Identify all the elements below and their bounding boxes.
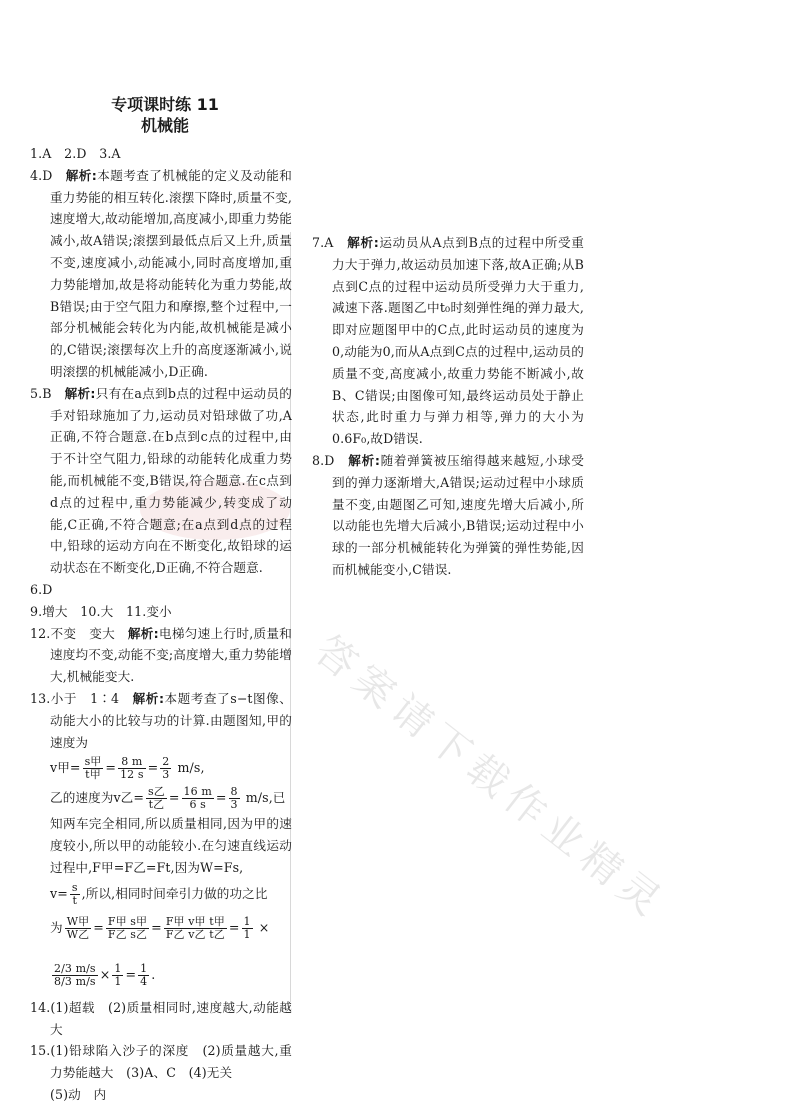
fraction bbox=[182, 786, 214, 811]
numerator: s bbox=[71, 880, 78, 894]
numerator: s乙 bbox=[148, 785, 165, 799]
denominator: 6 s bbox=[189, 798, 206, 812]
unit: m/s,已 bbox=[245, 790, 286, 806]
answer-9-11: 9.增大 10.大 11.变小 bbox=[30, 603, 172, 619]
page-title: 专项课时练 11 bbox=[111, 95, 219, 114]
formula-text: 乙的速度为 bbox=[50, 790, 114, 806]
fraction bbox=[106, 916, 149, 941]
analysis-text: 本题考查了s−t图像、动能大小的比较与功的计算.由题图知,甲的速度为 bbox=[50, 690, 292, 750]
numerator: 1 bbox=[140, 961, 148, 975]
fraction bbox=[164, 916, 227, 941]
analysis-label: 解析: bbox=[65, 167, 97, 183]
analysis-label: 解析: bbox=[348, 452, 381, 468]
numerator: 16 m bbox=[183, 785, 212, 799]
fraction bbox=[52, 963, 98, 988]
numerator: F甲 v甲 t甲 bbox=[165, 914, 225, 928]
answer-number: 5.B bbox=[30, 385, 65, 401]
analysis-text: 电梯匀速上行时,质量和速度均不变,动能不变;高度增大,重力势能增大,机械能变大. bbox=[50, 625, 292, 685]
formula-lhs: v= bbox=[50, 885, 68, 901]
answer-13 bbox=[30, 688, 292, 753]
numerator: 1 bbox=[243, 914, 251, 928]
denominator: t甲 bbox=[85, 768, 101, 782]
denominator: 1 bbox=[114, 974, 122, 988]
denominator: t乙 bbox=[148, 798, 165, 812]
fraction bbox=[70, 882, 80, 907]
unit: m/s, bbox=[177, 760, 205, 776]
denominator: F乙 s乙 bbox=[107, 927, 148, 941]
answer-number: 12.不变 变大 bbox=[30, 625, 128, 641]
fraction bbox=[146, 786, 167, 811]
fraction bbox=[138, 963, 149, 988]
denominator: F乙 v乙 t乙 bbox=[165, 927, 225, 941]
speed-formula bbox=[30, 879, 292, 909]
answer-number: 8.D bbox=[312, 452, 349, 468]
numerator: 8 m bbox=[118, 756, 146, 769]
answer-15-cont: (5)动 内 bbox=[50, 1086, 107, 1102]
equals: = bbox=[105, 760, 117, 776]
equals: = bbox=[93, 919, 104, 935]
analysis-text: 随着弹簧被压缩得越来越短,小球受到的弹力逐渐增大,A错误;运动过程中小球质量不变,由题图乙可知,速度先增大后减小,所以动能也先增大后减小,B错误;运动过程中小球的一部分机械能转化为弹簧的弹性势能,因而机械能变小,C错误. bbox=[332, 452, 584, 577]
work-ratio-formula bbox=[30, 909, 292, 947]
answer-number: 13.小于 1∶4 bbox=[30, 690, 133, 706]
analysis-label: 解析: bbox=[132, 690, 165, 706]
equals: = bbox=[168, 790, 180, 806]
answer-8 bbox=[312, 450, 584, 581]
formula-text: 为 bbox=[50, 919, 63, 935]
answer-14: 14.(1)超载 (2)质量相同时,速度越大,动能越大 bbox=[30, 999, 292, 1037]
denominator: 12 s bbox=[120, 768, 144, 782]
analysis-label: 解析: bbox=[127, 625, 159, 641]
formula-lhs: v乙= bbox=[113, 790, 145, 806]
formula-lhs: v甲= bbox=[50, 760, 81, 776]
numerator: 1 bbox=[114, 961, 122, 975]
answer-15: 15.(1)铅球陷入沙子的深度 (2)质量越大,重力势能越大 (3)A、C (4)无关 bbox=[30, 1043, 292, 1081]
fraction bbox=[83, 756, 104, 781]
analysis-text: 只有在a点到b点的过程中运动员的手对铅球施加了力,运动员对铅球做了功,A正确,不符合题意.在b点到c点的过程中,由于不计空气阻力,铅球的动能转化成重力势能,而机械能不变,B错误,符合题意.在c点到d点的过程中,重力势能减少,转变成了动能,C正确,不符合题意;在a点到d点的过程中,铅球的运动方向在不断变化,故铅球的运动状态在不断变化,D正确,不符合题意. bbox=[50, 385, 293, 576]
fraction bbox=[118, 756, 146, 781]
left-column bbox=[30, 143, 292, 1106]
answer-number: 7.A bbox=[312, 235, 348, 250]
final-ratio-formula bbox=[30, 953, 292, 997]
answer-13-cont: 知两车完全相同,所以质量相同,因为甲的速度较小,所以甲的动能较小.在匀速直线运动过程中,F甲=F乙=Ft,因为W=Fs, bbox=[50, 816, 292, 875]
equals: = bbox=[228, 919, 240, 935]
formula-text: ,所以,相同时间牵引力做的功之比 bbox=[81, 885, 268, 901]
denominator: 3 bbox=[230, 798, 238, 812]
denominator: W乙 bbox=[66, 927, 90, 941]
numerator: 8 bbox=[230, 785, 238, 799]
analysis-label: 解析: bbox=[347, 235, 379, 250]
equals: = bbox=[215, 790, 227, 806]
fraction bbox=[65, 916, 92, 941]
answer-7 bbox=[312, 232, 584, 450]
equals: = bbox=[151, 919, 162, 935]
fraction bbox=[242, 916, 253, 941]
denominator: 8/3 m/s bbox=[54, 974, 96, 988]
page-subtitle: 机械能 bbox=[140, 116, 189, 135]
numerator: s甲 bbox=[84, 755, 102, 769]
denominator: 3 bbox=[162, 768, 170, 782]
denominator: t bbox=[72, 893, 78, 907]
fraction bbox=[160, 756, 171, 781]
analysis-label: 解析: bbox=[64, 385, 96, 401]
period: . bbox=[151, 966, 156, 982]
answer-12 bbox=[30, 623, 292, 688]
watermark-text: 答案请下载作业精灵 bbox=[306, 627, 675, 930]
equals: = bbox=[147, 760, 159, 776]
equals: = bbox=[125, 966, 137, 982]
answer-4 bbox=[30, 165, 292, 383]
right-column bbox=[312, 232, 584, 581]
numerator: 2/3 m/s bbox=[54, 961, 96, 975]
numerator: 2 bbox=[162, 755, 170, 769]
fraction bbox=[112, 963, 123, 988]
answer-6: 6.D bbox=[30, 581, 53, 597]
velocity-yi-formula bbox=[30, 783, 292, 813]
answer-5 bbox=[30, 383, 292, 579]
analysis-text: 本题考查了机械能的定义及动能和重力势能的相互转化.滚摆下降时,质量不变,速度增大,故动能增加,高度减小,即重力势能减小,故A错误;滚摆到最低点后又上升,质量不变,速度减小,动能减小,同时高度增加,重力势能增加,故是将动能转化为重力势能,故B错误;由于空气阻力和摩擦,整个过程中,一部分机械能会转化为内能,故机械能是减小的,C错误;滚摆每次上升的高度逐渐减小,说明滚摆的机械能减小,D正确. bbox=[50, 167, 292, 379]
denominator: 1 bbox=[243, 927, 251, 941]
velocity-jia-formula bbox=[30, 753, 292, 783]
numerator: F甲 s甲 bbox=[107, 914, 148, 928]
fraction bbox=[229, 786, 240, 811]
answer-number: 4.D bbox=[30, 167, 66, 183]
denominator: 4 bbox=[140, 974, 148, 988]
answer-1-3: 1.A 2.D 3.A bbox=[30, 146, 121, 161]
times: × bbox=[99, 966, 111, 982]
analysis-text: 运动员从A点到B点的过程中所受重力大于弹力,故运动员加速下落,故A正确;从B点到C点的过程中运动员所受弹力大于重力,减速下落.题图乙中t₀时刻弹性绳的弹力最大,即对应题图甲中的C点,此时运动员的速度为0,动能为0,而从A点到C点的过程中,运动员的质量不变,高度减小,故重力势能不断减小,故B、C错误;由图像可知,最终运动员处于静止状态,此时重力与弹力相等,弹力的大小为0.6F₀,故D错误. bbox=[332, 235, 584, 447]
times: × bbox=[258, 919, 270, 935]
numerator: W甲 bbox=[66, 914, 90, 928]
